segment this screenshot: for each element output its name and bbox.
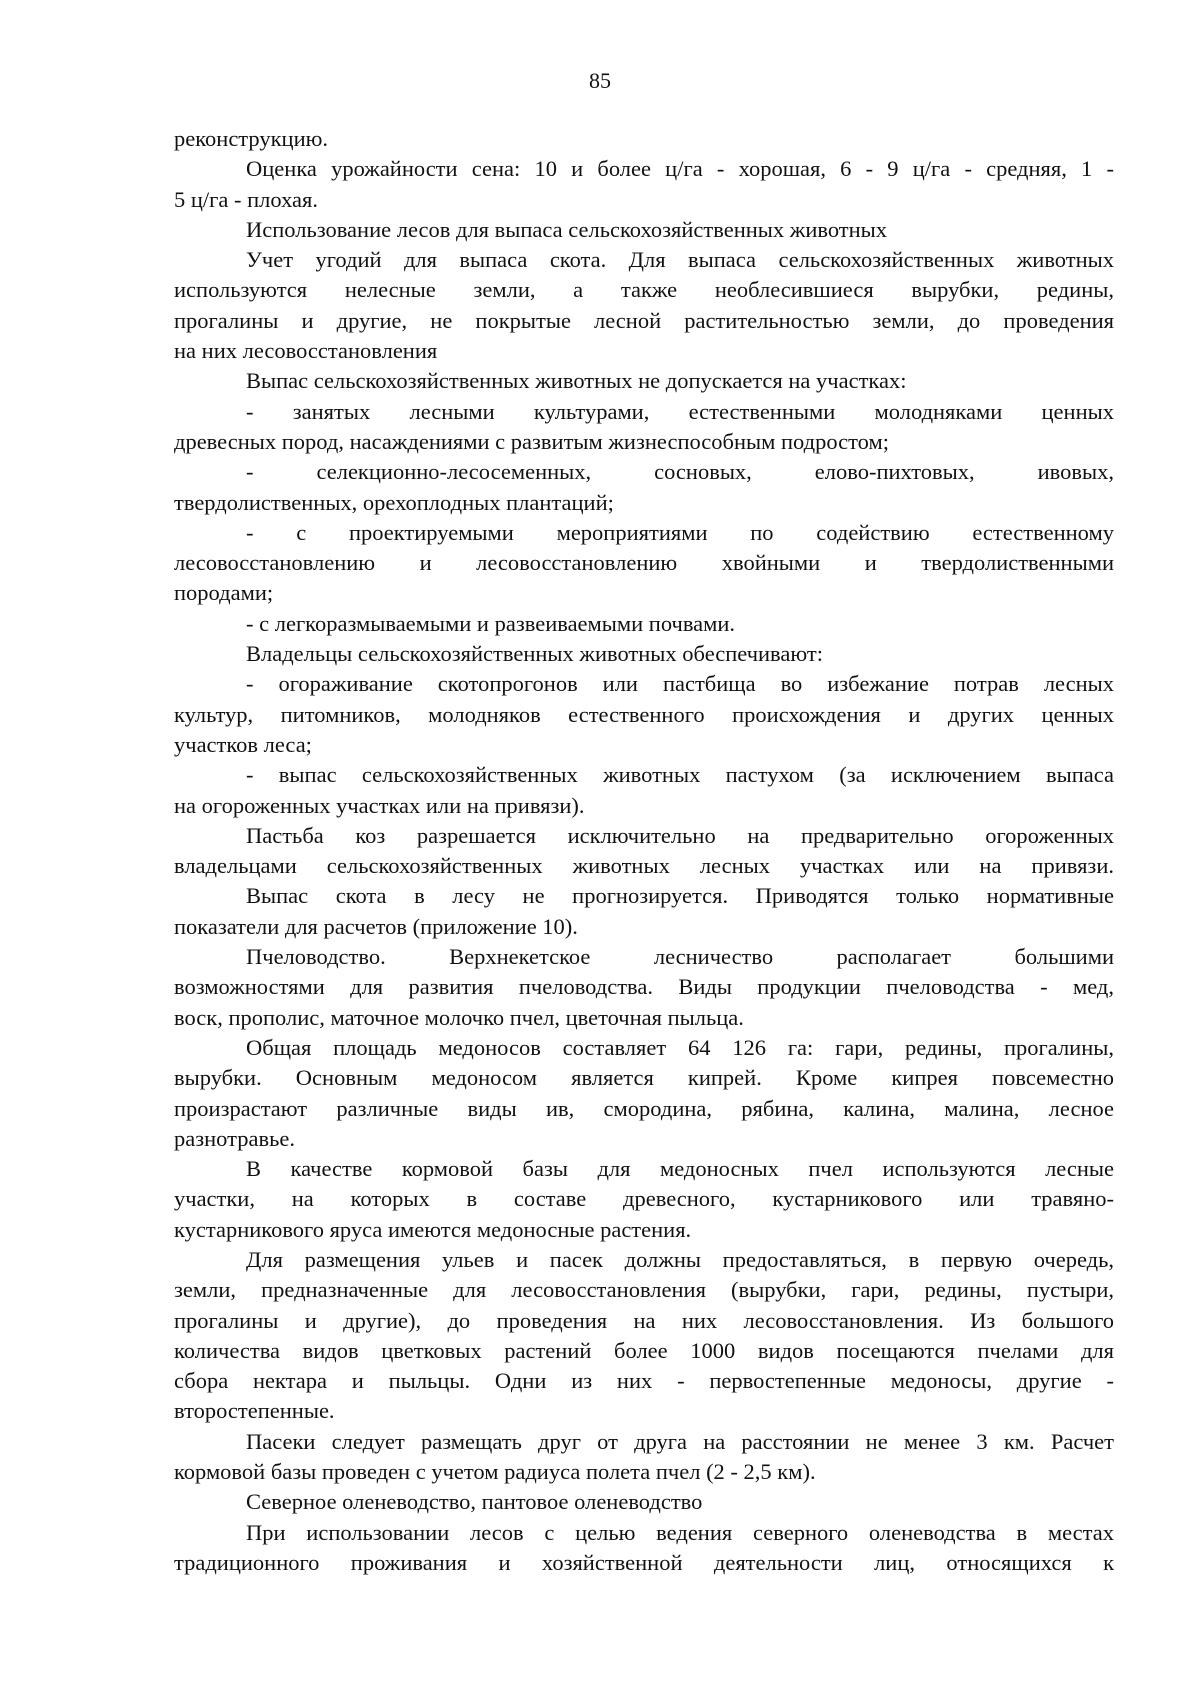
text-line: Пастьба коз разрешается исключительно на предварительно огороженных (246, 822, 1114, 848)
text-line: сбора нектара и пыльцы. Одни из них - первостепенные медоносы, другие - (174, 1368, 1114, 1394)
text-line: кустарникового яруса имеются медоносные растения. (174, 1216, 692, 1242)
text-line: Пчеловодство. Верхнекетское лесничество располагает большими (246, 944, 1114, 970)
text-line: на них лесовосстановления (174, 338, 438, 364)
text-line: участков леса; (174, 731, 312, 757)
text-line: на огороженных участках или на привязи). (174, 792, 585, 818)
text-line: второстепенные. (174, 1398, 335, 1424)
text-line: участки, на которых в составе древесного, кустарникового или травяно- (174, 1186, 1114, 1212)
text-line: кормовой базы проведен с учетом радиуса полета пчел (2 - 2,5 км). (174, 1459, 816, 1485)
text-line: воск, прополис, маточное молочко пчел, цветочная пыльца. (174, 1004, 744, 1030)
text-line: При использовании лесов с целью ведения северного оленеводства в местах (246, 1519, 1114, 1545)
text-line: произрастают различные виды ив, смородина, рябина, калина, малина, лесное (174, 1095, 1114, 1121)
text-line: Оценка урожайности сена: 10 и более ц/га - хорошая, 6 - 9 ц/га - средняя, 1 - (246, 156, 1114, 182)
text-line: реконструкцию. (174, 126, 329, 151)
text-line: Общая площадь медоносов составляет 64 126 га: гари, редины, прогалины, (246, 1034, 1114, 1060)
text-line: используются нелесные земли, а также необлесившиеся вырубки, редины, (174, 277, 1114, 303)
text-line: владельцами сельскохозяйственных животных лесных участках или на привязи. (174, 853, 1114, 879)
text-line: возможностями для развития пчеловодства. Виды продукции пчеловодства - мед, (174, 974, 1114, 1000)
list-item: - занятых лесными культурами, естественными молодняками ценных (246, 398, 1114, 424)
text-line: Для размещения ульев и пасек должны предоставляться, в первую очередь, (246, 1246, 1114, 1272)
text-line: 5 ц/га - плохая. (174, 186, 318, 212)
text-line: земли, предназначенные для лесовосстановления (вырубки, гари, редины, пустыри, (174, 1277, 1114, 1303)
text-line: Выпас скота в лесу не прогнозируется. Приводятся только нормативные (246, 883, 1114, 909)
text-line: показатели для расчетов (приложение 10). (174, 913, 578, 939)
section-heading: Северное оленеводство, пантовое оленеводство (246, 1489, 703, 1515)
text-line: вырубки. Основным медоносом является кипрей. Кроме кипрея повсеместно (174, 1065, 1114, 1091)
text-line: В качестве кормовой базы для медоносных пчел используются лесные (246, 1156, 1114, 1182)
text-line: прогалины и другие, не покрытые лесной растительностью земли, до проведения (174, 307, 1114, 333)
section-heading: Использование лесов для выпаса сельскохозяйственных животных (246, 216, 888, 242)
text-line: твердолиственных, орехоплодных плантаций; (174, 489, 614, 515)
text-line: породами; (174, 580, 274, 606)
text-line: Пасеки следует размещать друг от друга на расстоянии не менее 3 км. Расчет (246, 1428, 1114, 1454)
text-line: разнотравье. (174, 1125, 295, 1151)
list-item: - выпас сельскохозяйственных животных пастухом (за исключением выпаса (246, 762, 1114, 788)
list-item: - селекционно-лесосеменных, сосновых, елово-пихтовых, ивовых, (246, 459, 1114, 485)
text-line: культур, питомников, молодняков естественного происхождения и других ценных (174, 701, 1114, 727)
body-text (174, 124, 1114, 1578)
list-item: - огораживание скотопрогонов или пастбища во избежание потрав лесных (246, 671, 1114, 697)
list-item: - с легкоразмываемыми и развеиваемыми почвами. (246, 610, 736, 636)
text-line: количества видов цветковых растений более 1000 видов посещаются пчелами для (174, 1337, 1114, 1363)
text-line: древесных пород, насаждениями с развитым жизнеспособным подростом; (174, 428, 889, 454)
text-line: традиционного проживания и хозяйственной деятельности лиц, относящихся к (174, 1549, 1114, 1575)
text-line: лесовосстановлению и лесовосстановлению хвойными и твердолиственными (174, 550, 1114, 576)
page-number: 85 (589, 68, 611, 93)
text-line: Выпас сельскохозяйственных животных не допускается на участках: (246, 368, 907, 394)
text-line: прогалины и другие), до проведения на них лесовосстановления. Из большого (174, 1307, 1114, 1333)
text-line: Учет угодий для выпаса скота. Для выпаса сельскохозяйственных животных (246, 247, 1114, 273)
list-item: - с проектируемыми мероприятиями по содействию естественному (246, 519, 1114, 545)
text-line: Владельцы сельскохозяйственных животных обеспечивают: (246, 641, 823, 667)
